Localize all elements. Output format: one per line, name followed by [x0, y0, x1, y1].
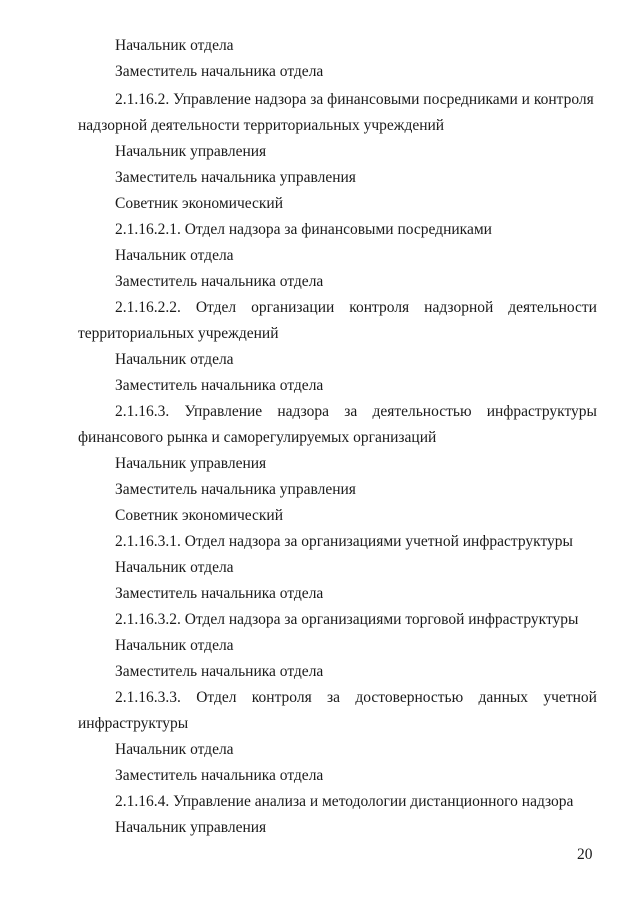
heading-word: за	[327, 689, 341, 706]
position-line: Заместитель начальника отдела	[115, 663, 324, 680]
heading-word: контроля	[349, 299, 410, 316]
section-heading-2-1-16-2	[115, 91, 597, 109]
position-line: Заместитель начальника отдела	[115, 767, 324, 784]
heading-word: 2.1.16.3.	[115, 403, 170, 420]
position-line: Заместитель начальника управления	[115, 481, 356, 498]
heading-word: деятельности	[508, 299, 597, 316]
heading-word: надзорной	[424, 299, 494, 316]
heading-word: Отдел	[196, 689, 237, 706]
heading-word: надзора	[277, 403, 330, 420]
section-heading-2-1-16-3-3	[115, 689, 597, 707]
position-line: Заместитель начальника отдела	[115, 273, 324, 290]
section-heading-2-1-16-2-1: 2.1.16.2.1. Отдел надзора за финансовыми посредниками	[115, 221, 492, 238]
heading-continuation: территориальных учреждений	[78, 325, 279, 342]
section-heading-2-1-16-4: 2.1.16.4. Управление анализа и методологии дистанционного надзора	[115, 793, 574, 810]
position-line: Заместитель начальника отдела	[115, 63, 324, 80]
heading-word: 2.1.16.2.2.	[115, 299, 181, 316]
section-heading-2-1-16-2-2	[115, 299, 597, 317]
heading-word: 2.1.16.3.3.	[115, 689, 181, 706]
position-line: Начальник отдела	[115, 559, 234, 576]
position-line: Начальник отдела	[115, 741, 234, 758]
heading-word: деятельностью	[372, 403, 472, 420]
section-heading-2-1-16-3-2: 2.1.16.3.2. Отдел надзора за организациями торговой инфраструктуры	[115, 611, 579, 628]
heading-word: инфраструктуры	[486, 403, 597, 420]
position-line: Советник экономический	[115, 195, 284, 212]
heading-continuation: надзорной деятельности территориальных учреждений	[78, 117, 445, 134]
position-line: Начальник отдела	[115, 637, 234, 654]
heading-word: учетной	[543, 689, 597, 706]
position-line: Заместитель начальника отдела	[115, 377, 324, 394]
position-line: Начальник отдела	[115, 37, 234, 54]
heading-word: данных	[478, 689, 529, 706]
heading-continuation: инфраструктуры	[78, 715, 189, 732]
position-line: Начальник управления	[115, 143, 267, 160]
heading-text: 2.1.16.2. Управление надзора за финансовыми посредниками и контроля	[115, 91, 594, 108]
heading-word: организации	[251, 299, 335, 316]
section-heading-2-1-16-3	[115, 403, 597, 421]
section-heading-2-1-16-3-1: 2.1.16.3.1. Отдел надзора за организациями учетной инфраструктуры	[115, 533, 573, 550]
position-line: Заместитель начальника отдела	[115, 585, 324, 602]
heading-word: контроля	[251, 689, 312, 706]
position-line: Начальник отдела	[115, 247, 234, 264]
heading-word: достоверностью	[355, 689, 464, 706]
heading-word: Управление	[184, 403, 263, 420]
position-line: Начальник управления	[115, 455, 267, 472]
position-line: Начальник отдела	[115, 351, 234, 368]
heading-continuation: финансового рынка и саморегулируемых организаций	[78, 429, 437, 446]
heading-word: Отдел	[195, 299, 237, 316]
position-line: Заместитель начальника управления	[115, 169, 356, 186]
page-number: 20	[577, 846, 593, 863]
position-line: Советник экономический	[115, 507, 284, 524]
position-line: Начальник управления	[115, 819, 267, 836]
heading-word: за	[344, 403, 358, 420]
